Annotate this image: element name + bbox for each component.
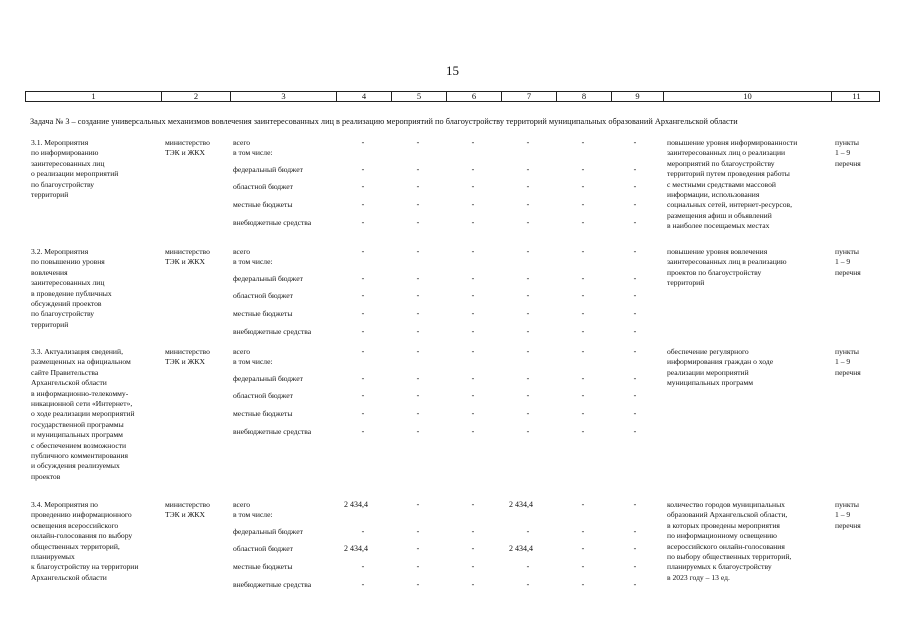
funding-value: - [416,327,420,336]
header-column-4: 4 [336,92,391,101]
funding-value: - [526,309,530,318]
funding-value: - [581,374,585,383]
funding-value: - [526,274,530,283]
funding-value: - [416,544,420,553]
funding-value: - [581,138,585,147]
funding-value: - [581,247,585,256]
funding-value: - [361,291,365,300]
funding-value: - [361,200,365,209]
funding-source-label: федеральный бюджет [233,374,303,383]
funding-source-label: всего в том числе: [233,138,273,158]
funding-value: - [581,182,585,191]
measure-name: 3.4. Мероприятия по проведению информационного освещения всероссийского онлайн-голосования по выбору общественных территорий, планируемых к благоустройству на территории Архангельской области [31,500,139,582]
funding-value: - [633,562,637,571]
measure-name: 3.1. Мероприятия по информированию заинтересованных лиц о реализации мероприятий по благоустройству территорий [31,138,119,200]
header-column-8: 8 [556,92,611,101]
list-items-reference: пункты 1 – 9 перечня [835,500,861,530]
funding-value: - [361,274,365,283]
funding-value: - [471,291,475,300]
expected-result: обеспечение регулярного информирования граждан о ходе реализации мероприятий муниципальных программ [667,347,774,388]
funding-value: - [526,374,530,383]
funding-value: - [416,409,420,418]
funding-value: - [471,200,475,209]
funding-source-label: местные бюджеты [233,309,293,318]
funding-value: - [633,291,637,300]
measure-name: 3.3. Актуализация сведений, размещенных на официальном сайте Правительства Архангельской области в информационно-телекомму- никационной сети «Интернет», о ходе реализации мероприятий государственной программы и муниципальных программ с обеспечением возможности публичного комментирования и обсуждения реализуемых проектов [31,347,135,481]
funding-value: - [416,247,420,256]
funding-value: - [361,562,365,571]
funding-value: 2 434,4 [509,500,533,509]
funding-value: - [581,327,585,336]
funding-value: - [633,409,637,418]
funding-value: - [416,374,420,383]
funding-value: - [471,500,475,509]
funding-value: - [526,427,530,436]
funding-value: - [633,309,637,318]
header-column-2: 2 [161,92,230,101]
funding-value: - [633,200,637,209]
responsible-executor: министерство ТЭК и ЖКХ [165,138,210,158]
header-column-3: 3 [230,92,336,101]
funding-source-label: областной бюджет [233,182,293,191]
funding-source-label: всего в том числе: [233,500,273,520]
funding-value: - [361,138,365,147]
funding-value: - [471,374,475,383]
list-items-reference: пункты 1 – 9 перечня [835,138,861,168]
funding-value: - [526,391,530,400]
funding-value: - [526,247,530,256]
funding-value: - [633,500,637,509]
funding-value: - [526,347,530,356]
funding-value: - [581,409,585,418]
funding-value: - [581,391,585,400]
funding-value: - [361,427,365,436]
funding-value: - [633,182,637,191]
funding-value: - [361,309,365,318]
funding-value: - [471,347,475,356]
header-column-6: 6 [446,92,501,101]
funding-value: - [581,218,585,227]
funding-source-label: внебюджетные средства [233,580,312,589]
funding-source-label: федеральный бюджет [233,165,303,174]
funding-value: - [526,527,530,536]
funding-value: - [526,218,530,227]
funding-value: - [633,218,637,227]
page-number: 15 [446,63,459,78]
funding-value: - [416,580,420,589]
column-number-header [25,91,880,102]
funding-source-label: областной бюджет [233,291,293,300]
funding-value: - [633,327,637,336]
header-column-9: 9 [611,92,663,101]
funding-value: - [361,527,365,536]
expected-result: количество городов муниципальных образований Архангельской области, в которых проведены мероприятия по информационному освещению всероссийского онлайн-голосования по выбору общественных территорий, планируемых к благоустройству в 2023 году – 13 ед. [667,500,792,582]
funding-value: - [581,500,585,509]
funding-source-label: местные бюджеты [233,200,293,209]
funding-source-label: областной бюджет [233,391,293,400]
funding-value: - [633,580,637,589]
funding-value: - [416,527,420,536]
funding-source-label: внебюджетные средства [233,218,312,227]
funding-value: - [581,200,585,209]
funding-value: - [471,218,475,227]
funding-value: - [361,165,365,174]
header-column-7: 7 [501,92,556,101]
header-column-1: 1 [91,91,96,101]
funding-value: - [526,327,530,336]
funding-value: - [581,580,585,589]
funding-value: - [526,165,530,174]
funding-source-label: областной бюджет [233,544,293,553]
funding-value: - [471,580,475,589]
funding-value: - [471,182,475,191]
funding-value: - [526,138,530,147]
funding-value: - [633,138,637,147]
funding-value: - [416,391,420,400]
responsible-executor: министерство ТЭК и ЖКХ [165,347,210,367]
funding-value: - [633,347,637,356]
list-items-reference: пункты 1 – 9 перечня [835,347,861,377]
funding-value: - [416,218,420,227]
funding-source-label: внебюджетные средства [233,427,312,436]
funding-value: - [361,218,365,227]
funding-value: - [526,580,530,589]
funding-value: - [416,291,420,300]
funding-source-label: всего в том числе: [233,347,273,367]
responsible-executor: министерство ТЭК и ЖКХ [165,247,210,267]
header-column-5: 5 [391,92,446,101]
funding-value: - [416,138,420,147]
funding-value: - [361,247,365,256]
funding-value: - [581,427,585,436]
funding-value: - [581,527,585,536]
funding-value: - [581,291,585,300]
funding-source-label: внебюджетные средства [233,327,312,336]
funding-value: - [416,347,420,356]
funding-source-label: местные бюджеты [233,409,293,418]
funding-value: - [416,427,420,436]
funding-value: - [471,409,475,418]
funding-value: - [361,327,365,336]
funding-value: - [361,391,365,400]
funding-value: - [416,500,420,509]
funding-value: - [416,200,420,209]
funding-value: - [416,562,420,571]
funding-value: 2 434,4 [509,544,533,553]
funding-value: - [581,309,585,318]
funding-source-label: федеральный бюджет [233,527,303,536]
funding-source-label: федеральный бюджет [233,274,303,283]
funding-value: - [526,291,530,300]
header-column-10: 10 [663,92,831,101]
funding-value: - [471,309,475,318]
funding-value: - [416,182,420,191]
funding-value: - [361,347,365,356]
funding-value: - [471,527,475,536]
funding-value: - [633,374,637,383]
funding-value: - [471,165,475,174]
funding-value: - [416,309,420,318]
funding-value: - [581,274,585,283]
funding-value: - [471,562,475,571]
funding-value: - [471,138,475,147]
funding-value: - [471,247,475,256]
funding-value: - [581,544,585,553]
funding-value: - [526,182,530,191]
responsible-executor: министерство ТЭК и ЖКХ [165,500,210,520]
measure-name: 3.2. Мероприятия по повышению уровня вовлечения заинтересованных лиц в проведение публичных обсуждений проектов по благоустройству территорий [31,247,112,329]
funding-value: - [633,427,637,436]
funding-value: - [471,327,475,336]
funding-value: - [526,200,530,209]
task-title: Задача № 3 – создание универсальных механизмов вовлечения заинтересованных лиц в реализацию мероприятий по благоустройству территорий муниципальных образований Архангельской области [30,117,738,126]
funding-value: - [471,544,475,553]
funding-value: - [416,165,420,174]
funding-value: - [633,527,637,536]
funding-source-label: всего в том числе: [233,247,273,267]
funding-source-label: местные бюджеты [233,562,293,571]
funding-value: - [581,165,585,174]
funding-value: - [361,409,365,418]
funding-value: - [471,274,475,283]
list-items-reference: пункты 1 – 9 перечня [835,247,861,277]
funding-value: - [633,391,637,400]
funding-value: 2 434,4 [344,544,368,553]
funding-value: - [633,544,637,553]
funding-value: - [416,274,420,283]
funding-value: 2 434,4 [344,500,368,509]
funding-value: - [581,347,585,356]
funding-value: - [471,391,475,400]
funding-value: - [361,580,365,589]
funding-value: - [633,165,637,174]
funding-value: - [526,562,530,571]
expected-result: повышение уровня вовлечения заинтересованных лиц в реализацию проектов по благоустройству территорий [667,247,787,288]
funding-value: - [526,409,530,418]
funding-value: - [471,427,475,436]
funding-value: - [361,182,365,191]
funding-value: - [361,374,365,383]
funding-value: - [581,562,585,571]
funding-value: - [633,274,637,283]
funding-value: - [633,247,637,256]
expected-result: повышение уровня информированности заинтересованных лиц о реализации мероприятий по благоустройству территорий путем проведения работы с местными средствами массовой информации, использования социальных сетей, интернет-ресурсов, размещения афиш и объявлений в наиболее посещаемых местах [667,138,798,231]
header-column-11: 11 [831,92,881,101]
